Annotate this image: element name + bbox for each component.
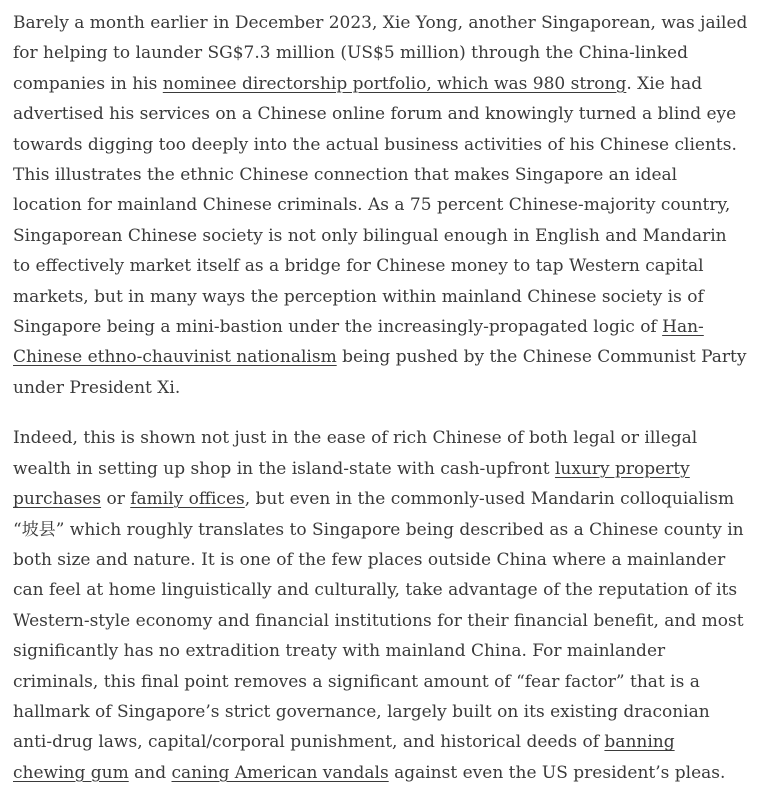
link-caning-american-vandals[interactable]: caning American vandals <box>171 762 389 783</box>
paragraph-text: Barely a month earlier in December 2023, Xie Yong, another Singaporean, was jailed for helping to launder SG$7.3 million (US$5 million) through the China-linked companies in his <box>13 13 748 94</box>
paragraph-text: against even the US president’s pleas. <box>388 762 726 783</box>
paragraph-text: Indeed, this is shown not just in the ease of rich Chinese of both legal or illegal wealth in setting up shop in the island-state with cash-upfront <box>13 428 698 479</box>
link-luxury-property-purchases[interactable]: luxury property purchases <box>13 458 690 510</box>
link-family-offices[interactable]: family offices <box>130 489 245 510</box>
link-banning-chewing-gum[interactable]: banning chewing gum <box>13 732 675 783</box>
link-nominee-directorship-portfolio[interactable]: nominee directorship portfolio, which was 980 strong <box>162 73 627 94</box>
paragraph-text: . Xie had advertised his services on a Chinese online forum and knowingly turned a blind eye towards digging too deeply into the actual business activities of his Chinese clients. This illustrates the ethnic Chinese connection that makes Singapore an ideal location for mainland Chinese criminals. As a 75 percent Chinese-majority country, Singaporean Chinese society is not only bilingual enough in English and Mandarin to effectively market itself as a bridge for Chinese money to tap Western capital markets, but in many ways the perception within mainland Chinese society is of Singapore being a mini-bastion under the increasingly-propagated logic of <box>13 73 737 338</box>
paragraph-text: , but even in the commonly-used Mandarin colloquialism “坡县” which roughly translates to Singapore being described as a Chinese county in both size and nature. It is one of the few places outside China where a mainlander can feel at home linguistically and culturally, take advantage of the reputation of its Western-style economy and financial institutions for their financial benefit, and most significantly has no extradition treaty with mainland China. For mainlander criminals, this final point removes a significant amount of “fear factor” that is a hallmark of Singapore’s strict governance, largely built on its existing draconian anti-drug laws, capital/corporal punishment, and historical deeds of <box>13 489 744 753</box>
link-han-chinese-nationalism[interactable]: Han-Chinese ethno-chauvinist nationalism <box>13 317 704 368</box>
paragraph-text: and <box>128 762 172 783</box>
article-body <box>13 8 749 788</box>
paragraph-text: being pushed by the Chinese Communist Party under President Xi. <box>13 347 747 398</box>
paragraph-xie-yong <box>13 8 749 403</box>
paragraph-text: or <box>101 489 131 510</box>
paragraph-chinese-wealth <box>13 423 749 788</box>
